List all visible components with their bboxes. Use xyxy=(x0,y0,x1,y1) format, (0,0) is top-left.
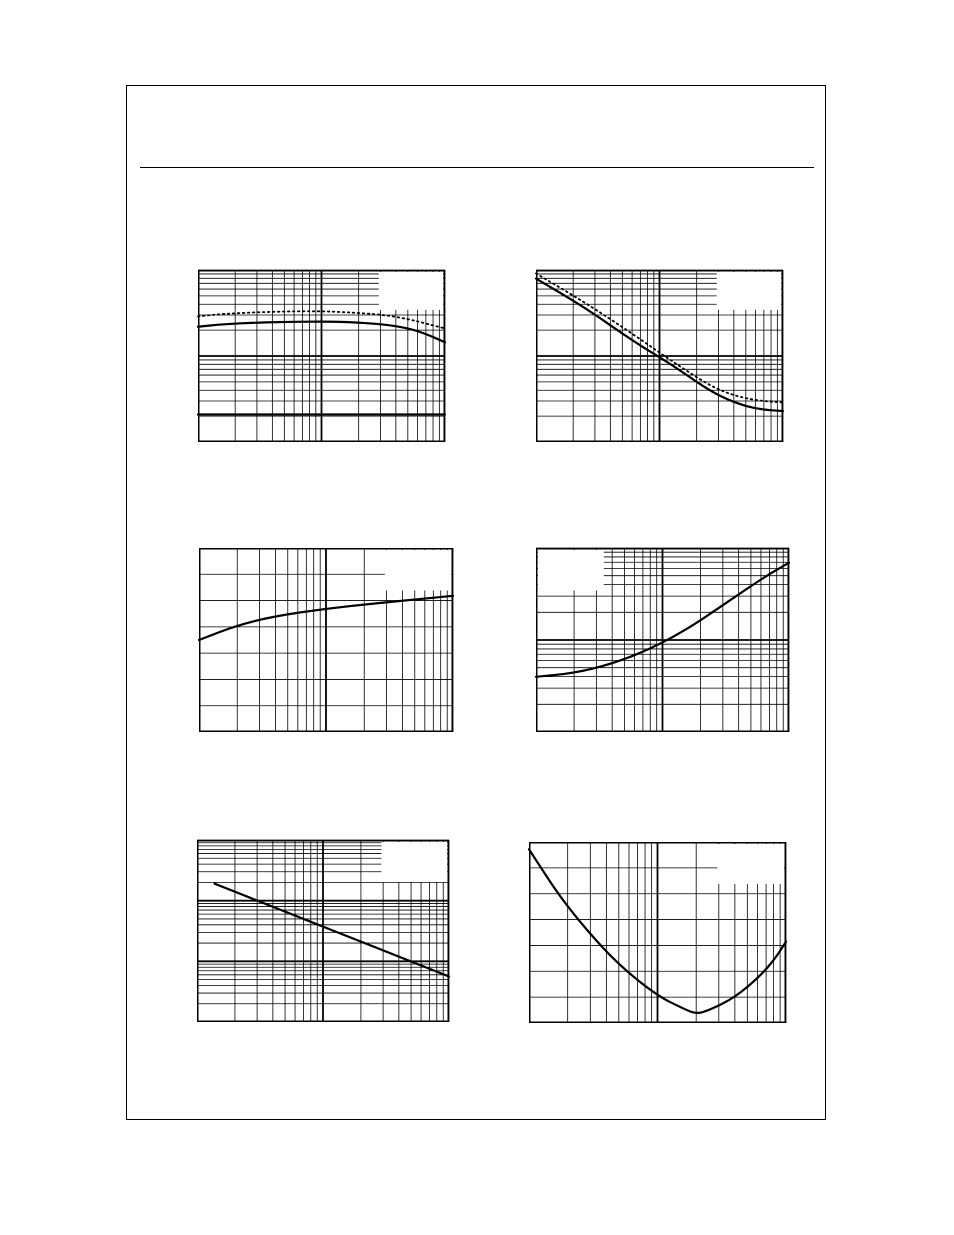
legend-box xyxy=(717,844,784,884)
chart-middle-right xyxy=(536,548,789,732)
chart-bottom-right xyxy=(529,842,786,1023)
legend-box xyxy=(717,272,781,310)
chart-bottom-left xyxy=(197,840,449,1022)
legend-box xyxy=(538,550,604,590)
chart-top-left xyxy=(198,270,445,442)
legend-box xyxy=(381,842,447,882)
chart-middle-left xyxy=(199,548,453,732)
chart-top-right xyxy=(536,270,783,442)
header-rule xyxy=(140,167,814,168)
legend-box xyxy=(385,550,451,590)
legend-box xyxy=(379,272,443,310)
